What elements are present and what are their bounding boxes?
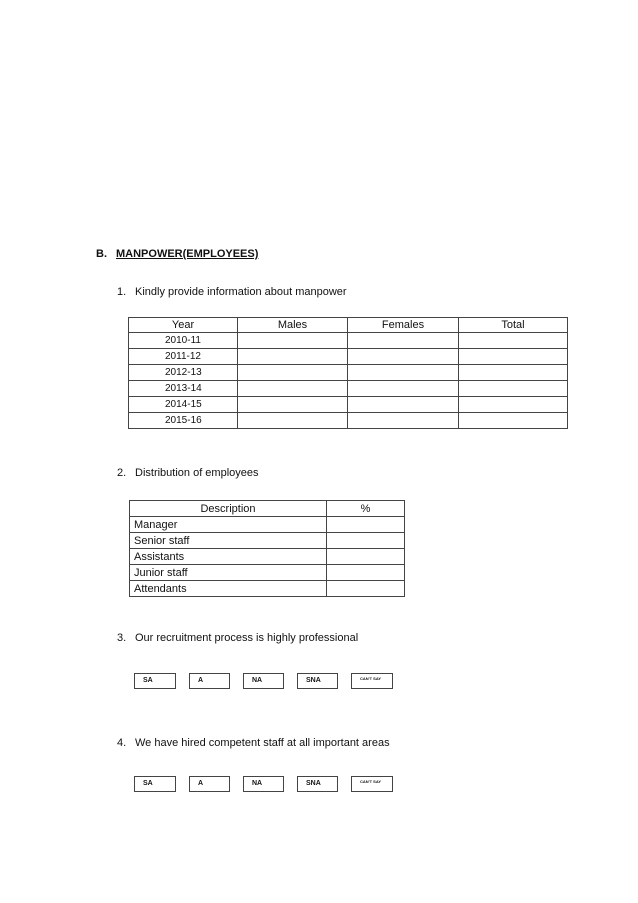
question-3 (117, 632, 358, 644)
header-percent: % (327, 501, 405, 517)
section-title: MANPOWER(EMPLOYEES) (116, 248, 259, 260)
females-cell[interactable] (348, 365, 459, 381)
option-na-button[interactable]: NA (243, 776, 284, 792)
total-cell[interactable] (459, 333, 568, 349)
rating-scale (134, 776, 406, 792)
table-row (130, 581, 405, 597)
option-cant-say-button[interactable]: CAN'T SAY (351, 776, 393, 792)
total-cell[interactable] (459, 381, 568, 397)
question-number: 3. (117, 632, 127, 644)
percent-cell[interactable] (327, 565, 405, 581)
manpower-table (128, 317, 568, 429)
section-letter: B. (96, 248, 107, 260)
total-cell[interactable] (459, 349, 568, 365)
year-cell: 2013-14 (129, 381, 238, 397)
question-number: 1. (117, 286, 127, 298)
females-cell[interactable] (348, 397, 459, 413)
section-heading (96, 248, 258, 260)
header-year: Year (129, 318, 238, 333)
question-1 (117, 286, 347, 298)
table-row (129, 397, 568, 413)
females-cell[interactable] (348, 381, 459, 397)
question-text: We have hired competent staff at all important areas (135, 737, 390, 749)
question-text: Kindly provide information about manpower (135, 286, 347, 298)
header-total: Total (459, 318, 568, 333)
option-a-button[interactable]: A (189, 776, 230, 792)
description-cell: Senior staff (130, 533, 327, 549)
table-row (130, 549, 405, 565)
year-cell: 2010-11 (129, 333, 238, 349)
question-number: 4. (117, 737, 127, 749)
option-na-button[interactable]: NA (243, 673, 284, 689)
percent-cell[interactable] (327, 581, 405, 597)
table-row (130, 565, 405, 581)
percent-cell[interactable] (327, 533, 405, 549)
table-row (129, 349, 568, 365)
question-4 (117, 737, 390, 749)
option-cant-say-button[interactable]: CAN'T SAY (351, 673, 393, 689)
table-row (129, 413, 568, 429)
distribution-table (129, 500, 405, 597)
year-cell: 2015-16 (129, 413, 238, 429)
option-sa-button[interactable]: SA (134, 776, 176, 792)
total-cell[interactable] (459, 397, 568, 413)
question-number: 2. (117, 467, 127, 479)
males-cell[interactable] (238, 333, 348, 349)
header-females: Females (348, 318, 459, 333)
year-cell: 2011-12 (129, 349, 238, 365)
percent-cell[interactable] (327, 549, 405, 565)
description-cell: Assistants (130, 549, 327, 565)
table-row (129, 365, 568, 381)
table-row (130, 517, 405, 533)
percent-cell[interactable] (327, 517, 405, 533)
option-sna-button[interactable]: SNA (297, 673, 338, 689)
females-cell[interactable] (348, 413, 459, 429)
question-text: Distribution of employees (135, 467, 259, 479)
question-text: Our recruitment process is highly professional (135, 632, 359, 644)
year-cell: 2012-13 (129, 365, 238, 381)
table-header-row (129, 318, 568, 333)
option-sa-button[interactable]: SA (134, 673, 176, 689)
males-cell[interactable] (238, 349, 348, 365)
description-cell: Attendants (130, 581, 327, 597)
header-description: Description (130, 501, 327, 517)
males-cell[interactable] (238, 397, 348, 413)
option-sna-button[interactable]: SNA (297, 776, 338, 792)
description-cell: Junior staff (130, 565, 327, 581)
rating-scale (134, 673, 406, 689)
description-cell: Manager (130, 517, 327, 533)
table-row (130, 533, 405, 549)
total-cell[interactable] (459, 365, 568, 381)
males-cell[interactable] (238, 381, 348, 397)
males-cell[interactable] (238, 413, 348, 429)
table-row (129, 381, 568, 397)
option-a-button[interactable]: A (189, 673, 230, 689)
females-cell[interactable] (348, 349, 459, 365)
table-row (129, 333, 568, 349)
table-header-row (130, 501, 405, 517)
females-cell[interactable] (348, 333, 459, 349)
males-cell[interactable] (238, 365, 348, 381)
header-males: Males (238, 318, 348, 333)
question-2 (117, 467, 259, 479)
year-cell: 2014-15 (129, 397, 238, 413)
total-cell[interactable] (459, 413, 568, 429)
